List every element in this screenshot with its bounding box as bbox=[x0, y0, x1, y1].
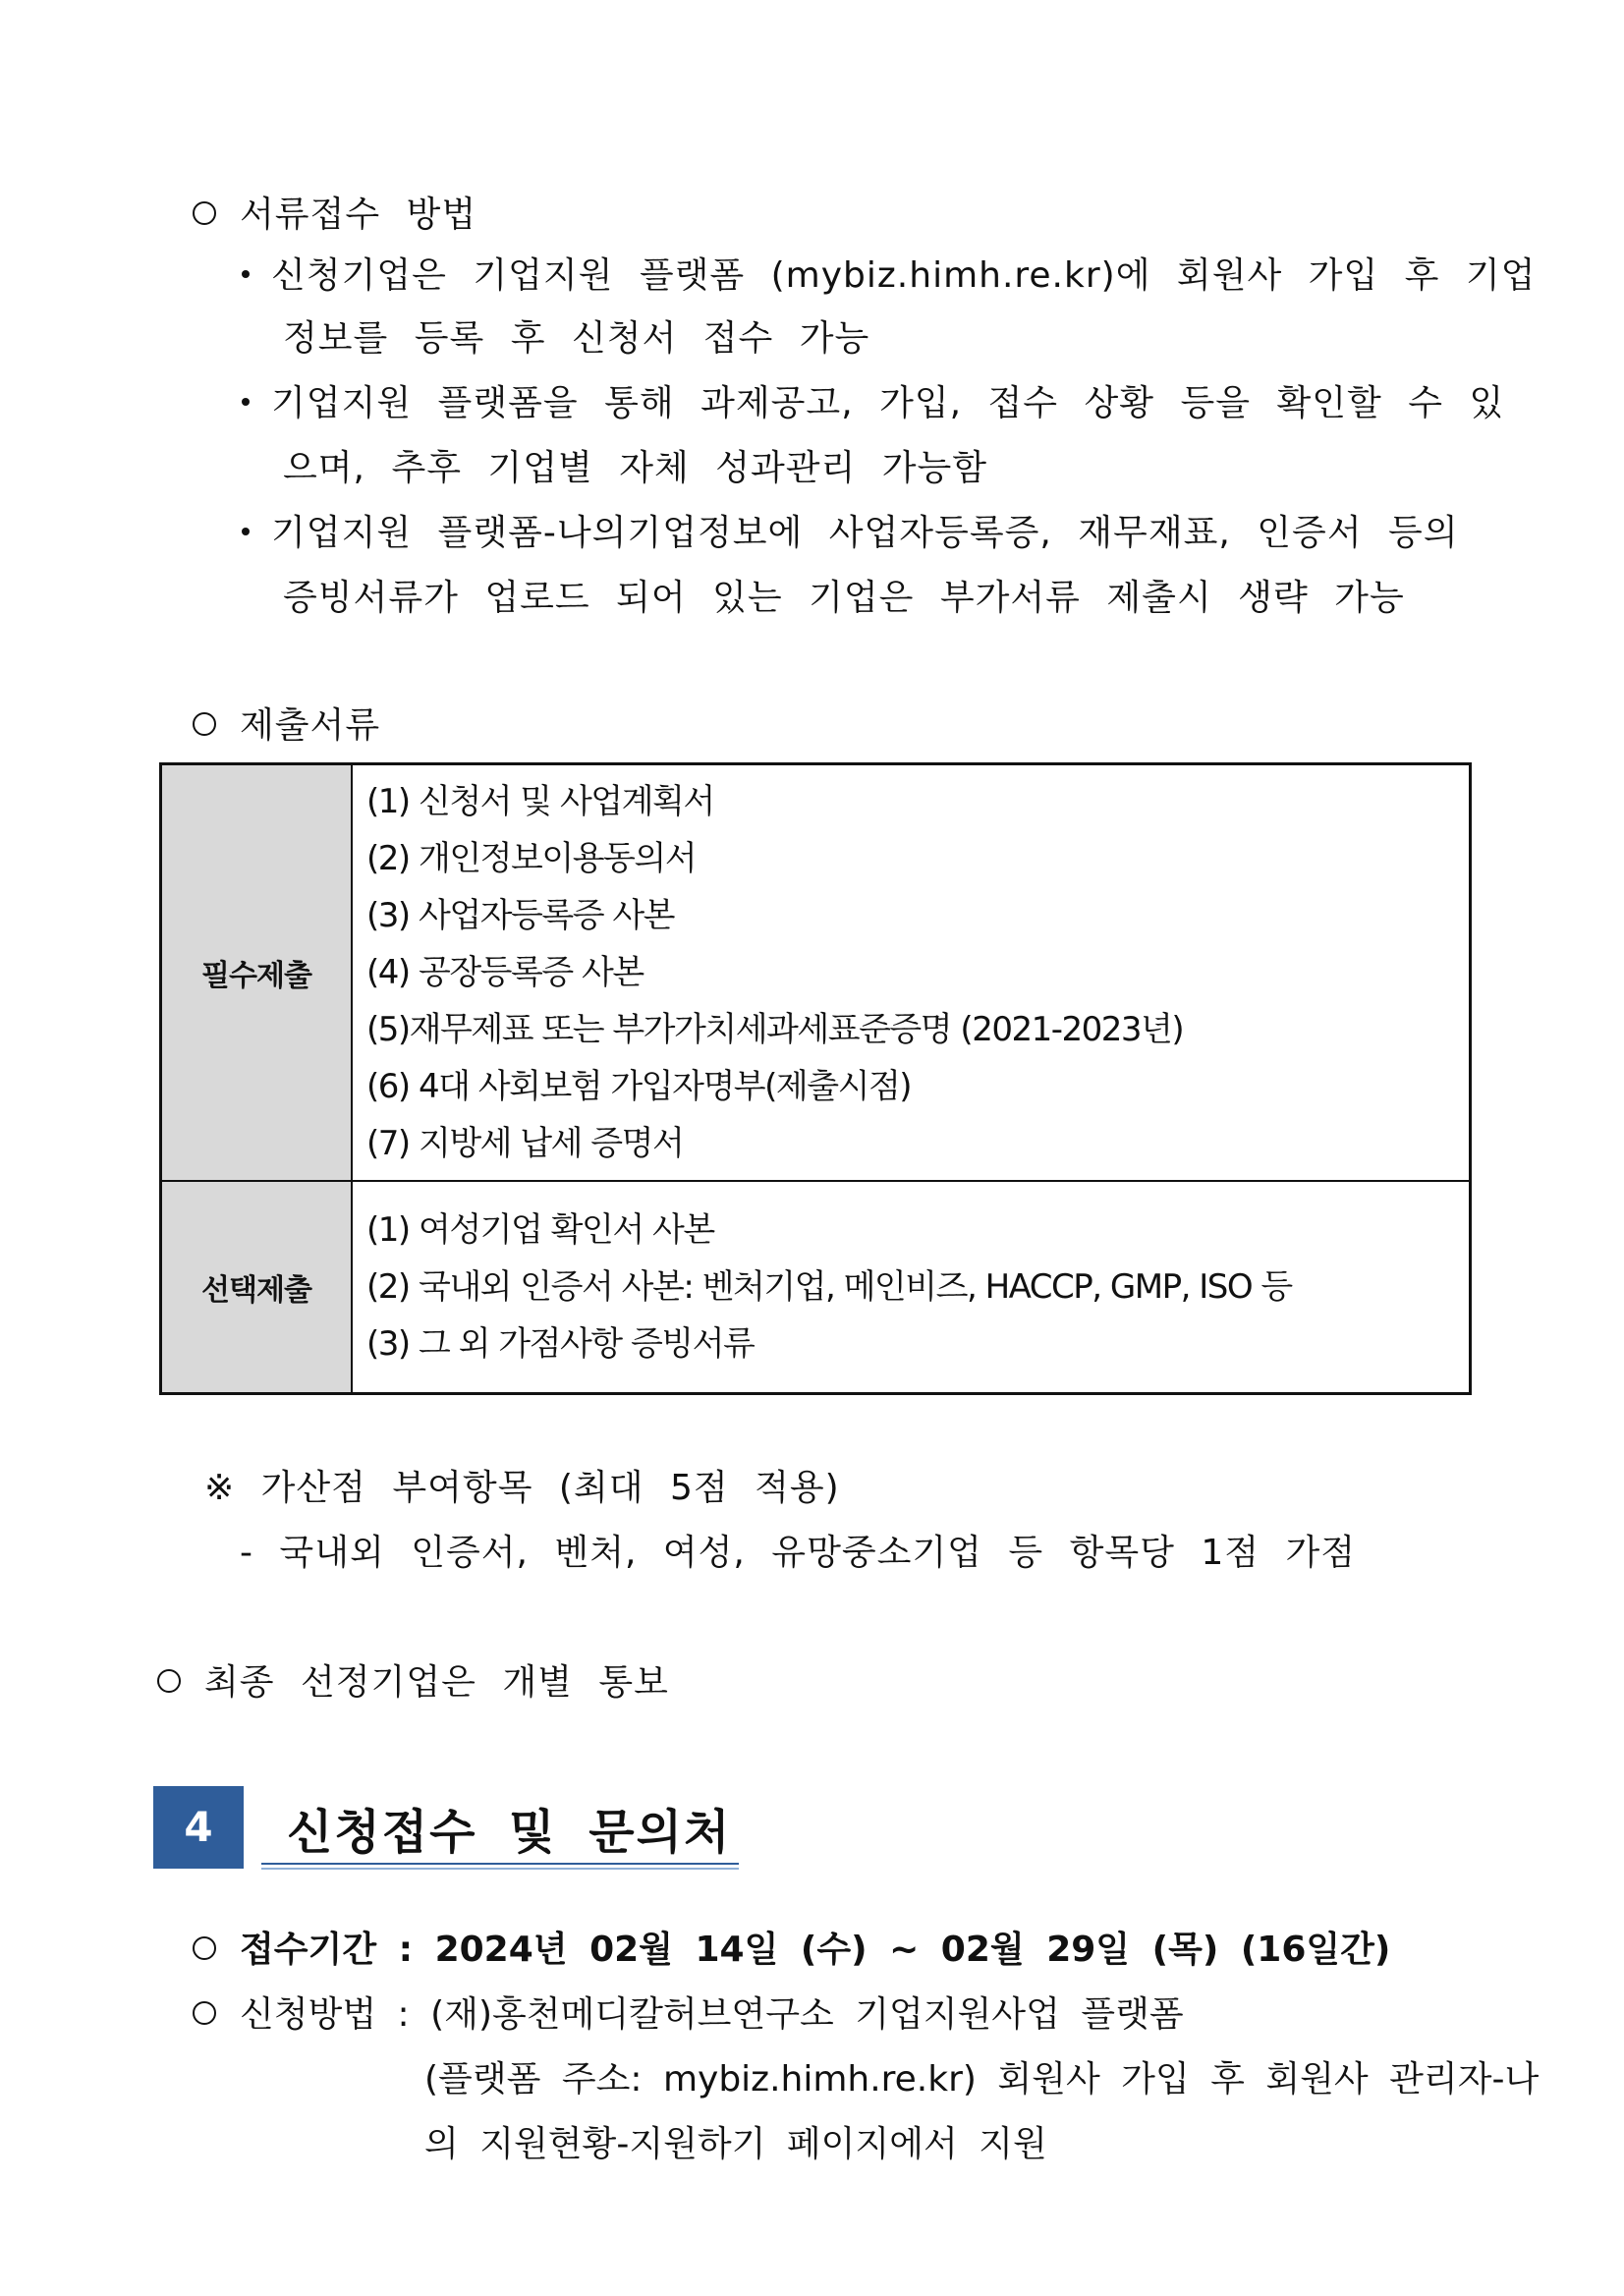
final-notice: 최종 선정기업은 개별 통보 bbox=[157, 1654, 669, 1705]
circle-bullet-icon bbox=[193, 712, 216, 736]
required-items bbox=[352, 764, 1471, 1182]
list-item: (1) 신청서 및 사업계획서 bbox=[366, 782, 714, 821]
optional-label: 선택제출 bbox=[161, 1181, 353, 1394]
method-bullet-2: 기업지원 플랫폼을 통해 과제공고, 가입, 접수 상황 등을 확인할 수 있 bbox=[242, 375, 1504, 425]
optional-items bbox=[352, 1181, 1471, 1394]
application-period: 접수기간 : 2024년 02월 14일 (수) ~ 02월 29일 (목) (16일간) bbox=[193, 1922, 1390, 1972]
application-method-cont-2: 의 지원현황-지원하기 페이지에서 지원 bbox=[424, 2124, 1047, 2164]
method-bullet-1: 신청기업은 기업지원 플랫폼 (mybiz.himh.re.kr)에 회원사 가입 후 기업 bbox=[242, 248, 1536, 298]
circle-bullet-icon bbox=[193, 201, 216, 225]
dot-bullet-icon bbox=[242, 528, 250, 535]
bonus-detail: - 국내외 인증서, 벤처, 여성, 유망중소기업 등 항목당 1점 가점 bbox=[240, 1533, 1357, 1573]
section-underline bbox=[261, 1863, 739, 1865]
dot-bullet-icon bbox=[242, 270, 250, 278]
docs-heading: 제출서류 bbox=[193, 698, 380, 748]
list-item: (4) 공장등록증 사본 bbox=[366, 953, 644, 992]
required-label: 필수제출 bbox=[161, 764, 353, 1182]
application-method: 신청방법 : (재)홍천메디칼허브연구소 기업지원사업 플랫폼 bbox=[193, 1987, 1184, 2037]
list-item: (3) 그 외 가점사항 증빙서류 bbox=[366, 1324, 755, 1364]
method-bullet-3: 기업지원 플랫폼-나의기업정보에 사업자등록증, 재무재표, 인증서 등의 bbox=[242, 505, 1459, 555]
method-bullet-1-cont: 정보를 등록 후 신청서 접수 가능 bbox=[283, 318, 870, 359]
list-item: (1) 여성기업 확인서 사본 bbox=[366, 1210, 714, 1250]
list-item: (2) 개인정보이용동의서 bbox=[366, 839, 697, 878]
required-row bbox=[161, 764, 1471, 1182]
circle-bullet-icon bbox=[193, 2001, 216, 2025]
list-item: (6) 4대 사회보험 가입자명부(제출시점) bbox=[366, 1067, 912, 1106]
list-item: (5)재무제표 또는 부가가치세과세표준증명 (2021-2023년) bbox=[366, 1010, 1184, 1049]
method-heading: 서류접수 방법 bbox=[193, 187, 476, 237]
section-underline-light bbox=[261, 1868, 739, 1870]
list-item: (2) 국내외 인증서 사본: 벤처기업, 메인비즈, HACCP, GMP, ISO 등 bbox=[366, 1267, 1292, 1307]
section-title: 신청접수 및 문의처 bbox=[287, 1805, 732, 1860]
circle-bullet-icon bbox=[193, 1936, 216, 1960]
bonus-note: ※ 가산점 부여항목 (최대 5점 적용) bbox=[204, 1468, 840, 1508]
method-bullet-2-cont: 으며, 추후 기업별 자체 성과관리 가능함 bbox=[283, 448, 988, 488]
section-number-badge: 4 bbox=[153, 1786, 244, 1869]
optional-row bbox=[161, 1181, 1471, 1394]
circle-bullet-icon bbox=[157, 1669, 181, 1693]
method-bullet-3-cont: 증빙서류가 업로드 되어 있는 기업은 부가서류 제출시 생략 가능 bbox=[283, 578, 1405, 618]
list-item: (3) 사업자등록증 사본 bbox=[366, 896, 675, 935]
documents-table bbox=[159, 762, 1472, 1395]
list-item: (7) 지방세 납세 증명서 bbox=[366, 1124, 684, 1163]
application-method-cont-1: (플랫폼 주소: mybiz.himh.re.kr) 회원사 가입 후 회원사 관리자-나 bbox=[424, 2059, 1540, 2100]
dot-bullet-icon bbox=[242, 398, 250, 406]
